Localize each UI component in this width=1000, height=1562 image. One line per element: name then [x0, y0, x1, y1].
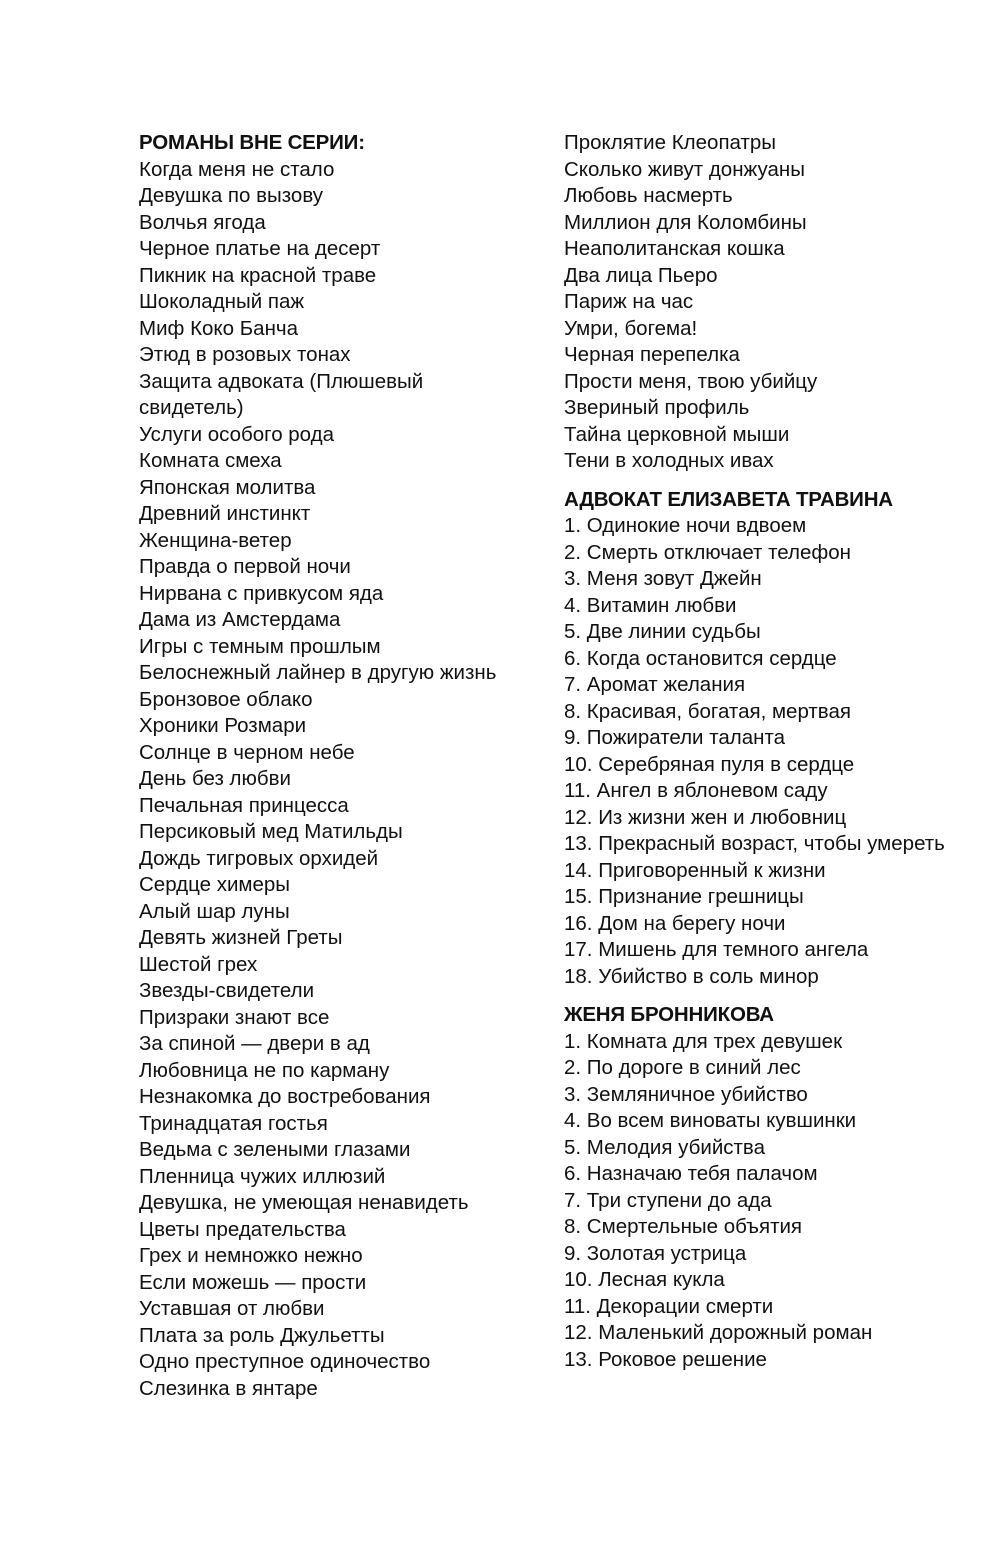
book-title: Тринадцатая гостья — [139, 1111, 328, 1135]
book-title: 8. Смертельные объятия — [564, 1215, 803, 1238]
book-title: День без любви — [139, 767, 291, 790]
book-title: 16. Дом на берегу ночи — [564, 911, 786, 935]
book-title: Любовь насмерть — [564, 184, 733, 207]
book-title: 15. Признание грешницы — [564, 885, 804, 908]
book-title: Ведьма с зелеными глазами — [139, 1138, 411, 1161]
book-title: Хроники Розмари — [139, 714, 307, 737]
book-title: Правда о первой ночи — [139, 555, 351, 578]
book-title: 1. Комната для трех девушек — [564, 1029, 843, 1053]
book-title: 6. Назначаю тебя палачом — [564, 1162, 818, 1185]
book-title: Дама из Амстердама — [139, 608, 341, 631]
book-title: Черная перепелка — [564, 343, 740, 366]
book-title: 2. По дороге в синий лес — [564, 1056, 801, 1079]
book-title: Плата за роль Джульетты — [139, 1323, 385, 1347]
book-title: Миллион для Коломбины — [564, 210, 807, 234]
book-title: 8. Красивая, богатая, мертвая — [564, 699, 851, 723]
book-title: Слезинка в янтаре — [139, 1376, 318, 1400]
book-title: Нирвана с привкусом яда — [139, 581, 384, 605]
book-title: 5. Две линии судьбы — [564, 620, 761, 643]
book-title: 9. Пожиратели таланта — [564, 726, 786, 749]
book-title: Грех и немножко нежно — [139, 1244, 363, 1267]
book-title: Звезды-свидетели — [139, 979, 315, 1002]
book-title: Тени в холодных ивах — [564, 449, 774, 472]
book-title: Два лица Пьеро — [564, 263, 718, 287]
book-title: 17. Мишень для темного ангела — [564, 938, 869, 961]
book-title: Когда меня не стало — [139, 157, 335, 181]
book-title: 2. Смерть отключает телефон — [564, 540, 851, 564]
book-title: Одно преступное одиночество — [139, 1350, 431, 1373]
book-title: Защита адвоката (Плюшевый свидетель) — [139, 369, 424, 419]
right-column — [564, 130, 984, 1373]
book-title: Древний инстинкт — [139, 502, 311, 525]
book-title: 11. Ангел в яблоневом саду — [564, 779, 828, 802]
travina-series-list — [564, 513, 984, 990]
standalone-novels-heading: РОМАНЫ ВНЕ СЕРИИ: — [139, 131, 365, 154]
book-title: Сколько живут донжуаны — [564, 157, 805, 181]
book-title: Сердце химеры — [139, 873, 291, 896]
bronnikova-series-list — [564, 1029, 984, 1374]
book-title: 13. Прекрасный возраст, чтобы умереть — [564, 832, 945, 855]
book-title: 9. Золотая устрица — [564, 1241, 747, 1265]
book-title: Девушка по вызову — [139, 184, 324, 207]
book-title: 10. Серебряная пуля в сердце — [564, 752, 855, 776]
book-title: Бронзовое облако — [139, 687, 313, 711]
book-title: Пикник на красной траве — [139, 263, 377, 287]
book-title: Пленница чужих иллюзий — [139, 1164, 386, 1188]
book-title: 10. Лесная кукла — [564, 1268, 725, 1291]
book-title: Шестой грех — [139, 952, 258, 976]
book-title: Услуги особого рода — [139, 422, 335, 446]
book-title: Если можешь — прости — [139, 1270, 367, 1294]
book-title: Неаполитанская кошка — [564, 237, 785, 260]
book-title: Комната смеха — [139, 449, 282, 472]
book-title: Женщина-ветер — [139, 528, 292, 552]
book-title: Цветы предательства — [139, 1217, 346, 1241]
book-title: Волчья ягода — [139, 210, 266, 234]
book-title: Призраки знают все — [139, 1005, 330, 1029]
book-title: Персиковый мед Матильды — [139, 820, 403, 843]
book-title: Любовница не по карману — [139, 1058, 390, 1082]
book-title: Алый шар луны — [139, 899, 290, 923]
book-title: Звериный профиль — [564, 396, 750, 419]
book-title: Тайна церковной мыши — [564, 422, 790, 446]
book-title: Игры с темным прошлым — [139, 634, 381, 658]
travina-series-heading: АДВОКАТ ЕЛИЗАВЕТА ТРАВИНА — [564, 487, 893, 511]
book-title: 7. Аромат желания — [564, 673, 746, 696]
book-title: Японская молитва — [139, 475, 316, 499]
book-title: Проклятие Клеопатры — [564, 131, 777, 154]
book-title: Париж на час — [564, 290, 694, 313]
book-title: Девять жизней Греты — [139, 926, 343, 949]
book-title: Белоснежный лайнер в другую жизнь — [139, 661, 497, 684]
book-title: 7. Три ступени до ада — [564, 1188, 772, 1212]
book-title: Черное платье на десерт — [139, 237, 381, 260]
standalone-novels-list — [139, 157, 524, 1403]
book-title: 5. Мелодия убийства — [564, 1135, 765, 1159]
book-title: Умри, богема! — [564, 316, 698, 340]
book-title: 18. Убийство в соль минор — [564, 964, 819, 988]
bronnikova-series-heading: ЖЕНЯ БРОННИКОВА — [564, 1003, 774, 1026]
book-title: Этюд в розовых тонах — [139, 343, 351, 366]
book-title: Шоколадный паж — [139, 290, 305, 313]
book-title: Дождь тигровых орхидей — [139, 846, 379, 870]
book-title: 14. Приговоренный к жизни — [564, 858, 826, 882]
book-title: Миф Коко Банча — [139, 316, 298, 340]
book-title: Девушка, не умеющая ненавидеть — [139, 1191, 469, 1214]
book-title: Солнце в черном небе — [139, 740, 355, 764]
book-title: 12. Маленький дорожный роман — [564, 1321, 873, 1344]
book-title: 3. Земляничное убийство — [564, 1082, 808, 1106]
book-title: 1. Одинокие ночи вдвоем — [564, 514, 807, 537]
book-title: Печальная принцесса — [139, 793, 349, 817]
book-title: 4. Во всем виноваты кувшинки — [564, 1109, 857, 1132]
book-title: Уставшая от любви — [139, 1297, 325, 1320]
book-title: 13. Роковое решение — [564, 1347, 767, 1371]
book-title: За спиной — двери в ад — [139, 1032, 370, 1055]
book-title: 3. Меня зовут Джейн — [564, 567, 762, 590]
book-title: Прости меня, твою убийцу — [564, 369, 818, 393]
left-column — [139, 130, 524, 1402]
standalone-novels-continued-list — [564, 130, 984, 475]
book-title: 6. Когда остановится сердце — [564, 646, 837, 670]
book-title: 12. Из жизни жен и любовниц — [564, 805, 847, 829]
book-title: 11. Декорации смерти — [564, 1294, 774, 1318]
book-title: 4. Витамин любви — [564, 593, 737, 617]
book-title: Незнакомка до востребования — [139, 1085, 431, 1108]
